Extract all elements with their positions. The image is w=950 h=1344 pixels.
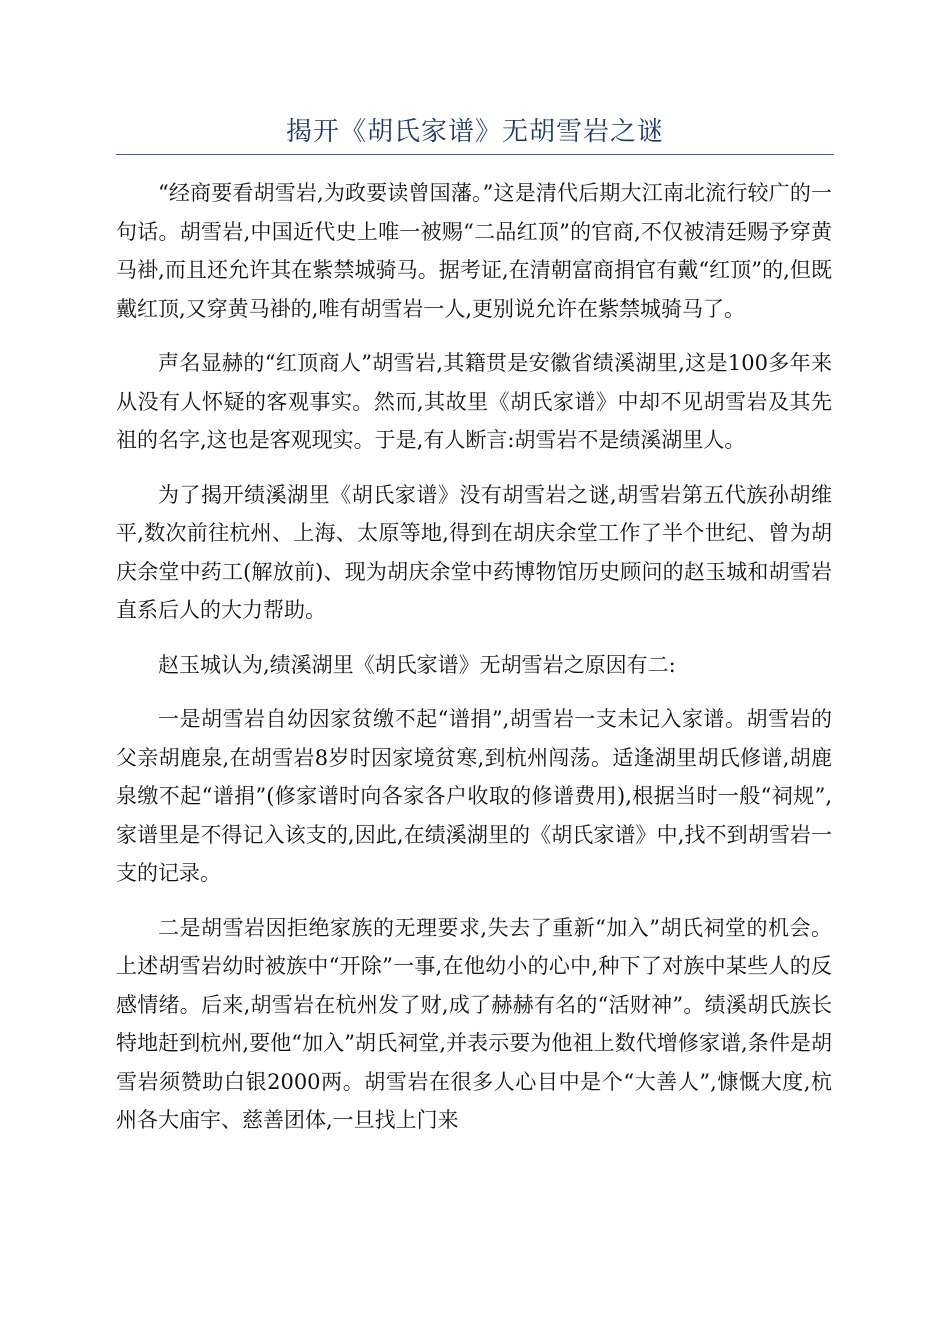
document-title: 揭开《胡氏家谱》无胡雪岩之谜 xyxy=(285,117,664,147)
paragraph-4: 赵玉城认为,绩溪湖里《胡氏家谱》无胡雪岩之原因有二: xyxy=(158,652,676,677)
paragraph-3: 为了揭开绩溪湖里《胡氏家谱》没有胡雪岩之谜,胡雪岩第五代族孙胡维平,数次前往杭州、上海、太原等地,得到在胡庆余堂工作了半个世纪、曾为胡庆余堂中药工(解放前)、现为胡庆余堂中药博物馆历史顾问的赵玉城和胡雪岩直系后人的大力帮助。 xyxy=(116,482,832,622)
title-underline xyxy=(116,154,834,155)
paragraph-6: 二是胡雪岩因拒绝家族的无理要求,失去了重新“加入”胡氏祠堂的机会。上述胡雪岩幼时被族中“开除”一事,在他幼小的心中,种下了对族中某些人的反感情绪。后来,胡雪岩在杭州发了财,成了赫赫有名的“活财神”。绩溪胡氏族长特地赶到杭州,要他“加入”胡氏祠堂,并表示要为他祖上数代增修家谱,条件是胡雪岩须赞助白银2000两。胡雪岩在很多人心目中是个“大善人”,慷慨大度,杭州各大庙宇、慈善团体,一旦找上门来 xyxy=(116,915,832,1132)
paragraph-2: 声名显赫的“红顶商人”胡雪岩,其籍贯是安徽省绩溪湖里,这是100多年来从没有人怀疑的客观事实。然而,其故里《胡氏家谱》中却不见胡雪岩及其先祖的名字,这也是客观现实。于是,有人断言:胡雪岩不是绩溪湖里人。 xyxy=(116,351,832,452)
document-body xyxy=(116,174,832,1156)
paragraph-5: 一是胡雪岩自幼因家贫缴不起“谱捐”,胡雪岩一支未记入家谱。胡雪岩的父亲胡鹿泉,在胡雪岩8岁时因家境贫寒,到杭州闯荡。适逢湖里胡氏修谱,胡鹿泉缴不起“谱捐”(修家谱时向各家各户收取的修谱费用),根据当时一般“祠规”,家谱里是不得记入该支的,因此,在绩溪湖里的《胡氏家谱》中,找不到胡雪岩一支的记录。 xyxy=(116,707,832,885)
paragraph-1: “经商要看胡雪岩,为政要读曾国藩。”这是清代后期大江南北流行较广的一句话。胡雪岩,中国近代史上唯一被赐“二品红顶”的官商,不仅被清廷赐予穿黄马褂,而且还允许其在紫禁城骑马。据考证,在清朝富商捐官有戴“红顶”的,但既戴红顶,又穿黄马褂的,唯有胡雪岩一人,更别说允许在紫禁城骑马了。 xyxy=(116,181,832,321)
